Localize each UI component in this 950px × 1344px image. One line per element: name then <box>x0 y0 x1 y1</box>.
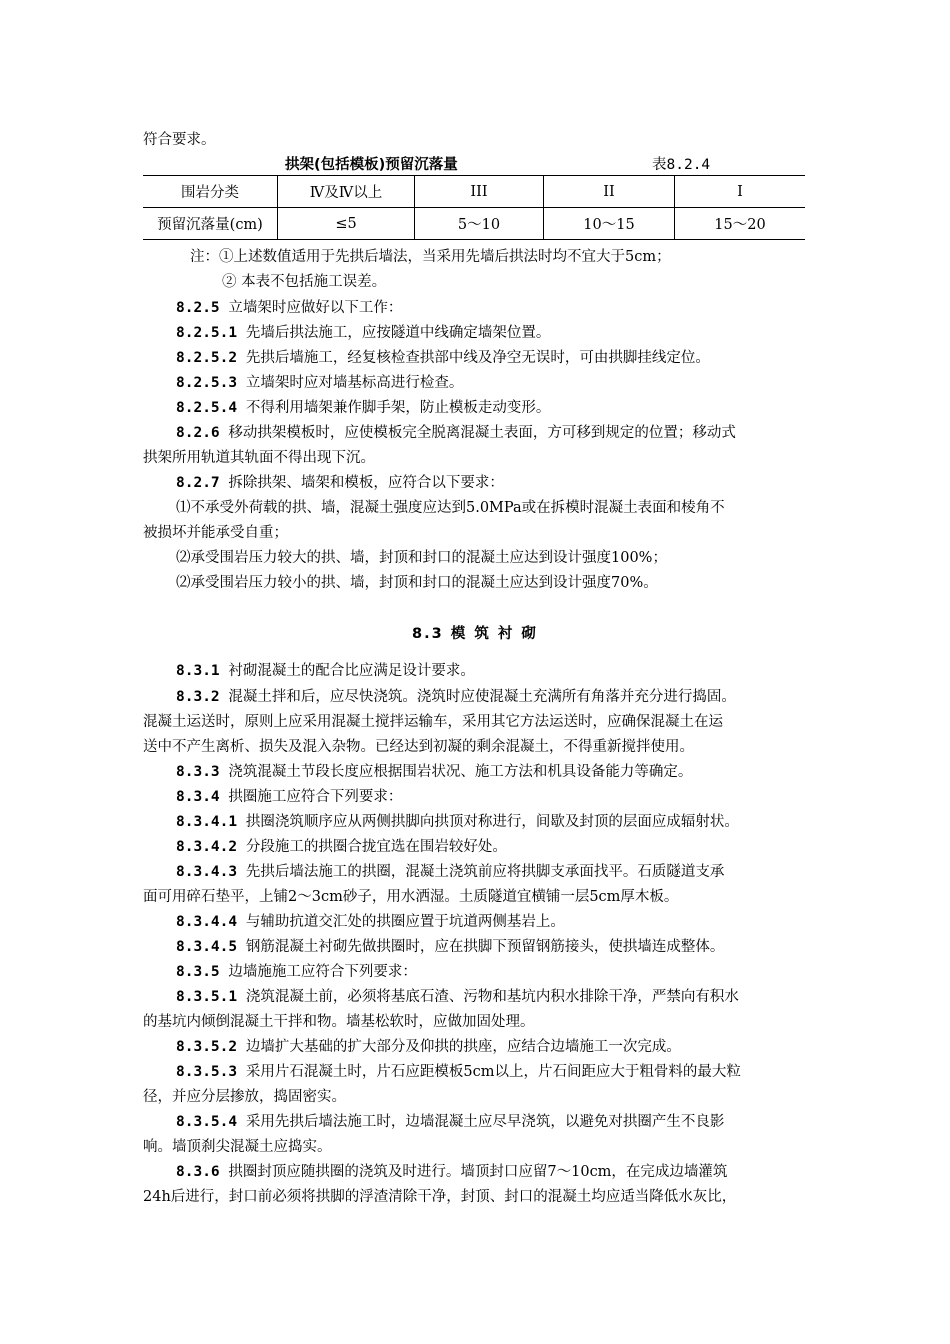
text-line <box>176 1035 681 1056</box>
clause-text: 衬砌混凝土的配合比应满足设计要求。 <box>228 663 475 679</box>
table-cell: 10～15 <box>544 208 675 240</box>
clause-text: 浇筑混凝土节段长度应根据围岩状况、施工方法和机具设备能力等确定。 <box>228 764 693 780</box>
table-cell: 围岩分类 <box>143 176 278 208</box>
table-row <box>143 208 805 240</box>
settlement-table <box>143 175 805 240</box>
clause-text: 采用片石混凝土时，片石应距模板5cm以上，片石间距应大于粗骨料的最大粒 <box>245 1064 741 1080</box>
clause-number: 8.3.4.1 <box>176 814 246 830</box>
table-cell: II <box>544 176 675 208</box>
clause-number: 8.3.5.1 <box>176 989 246 1005</box>
clause-text: 浇筑混凝土前，必须将基底石渣、污物和基坑内积水排除干净，严禁向有积水 <box>245 989 739 1005</box>
text-line <box>143 735 694 756</box>
clause-text: 移动拱架模板时，应使模板完全脱离混凝土表面，方可移到规定的位置；移动式 <box>228 425 736 441</box>
clause-number: 8.3.5.4 <box>176 1114 246 1130</box>
text-line <box>176 985 739 1006</box>
text-line <box>176 1060 741 1081</box>
table-cell: ≤5 <box>278 208 415 240</box>
text-line <box>143 1085 346 1106</box>
table-cell: I <box>675 176 806 208</box>
text-line <box>143 521 288 542</box>
clause-number: 8.3.4.3 <box>176 864 246 880</box>
clause-number: 8.3.2 <box>176 689 229 705</box>
clause-number: 8.3.5.3 <box>176 1064 246 1080</box>
clause-text: ⑵承受围岩压力较小的拱、墙，封顶和封口的混凝土应达到设计强度70%。 <box>176 575 658 591</box>
clause-text: 送中不产生离析、损失及混入杂物。已经达到初凝的剩余混凝土，不得重新搅拌使用。 <box>143 739 694 755</box>
clause-text: 立墙架时应对墙基标高进行检查。 <box>245 375 464 391</box>
text-line <box>176 346 710 367</box>
text-line <box>176 1110 724 1131</box>
table-cell: Ⅳ及Ⅳ以上 <box>278 176 415 208</box>
clause-text: 24h后进行，封口前必须将拱脚的浮渣清除干净，封顶、封口的混凝土均应适当降低水灰比， <box>143 1189 737 1205</box>
table-note: 注：①上述数值适用于先拱后墙法，当采用先墙后拱法时均不宜大于5cm； <box>190 249 671 265</box>
text-line <box>176 860 724 881</box>
clause-text: 拱架所用轨道其轨面不得出现下沉。 <box>143 450 375 466</box>
clause-text: 先拱后墙法施工的拱圈，混凝土浇筑前应将拱脚支承面找平。石质隧道支承 <box>245 864 725 880</box>
table-header-row <box>143 176 805 208</box>
text-line <box>176 935 724 956</box>
table-note: ② 本表不包括施工误差。 <box>222 274 387 290</box>
clause-text: 不得利用墙架兼作脚手架，防止模板走动变形。 <box>245 400 551 416</box>
text-line <box>176 296 402 317</box>
clause-text: 混凝土运送时，原则上应采用混凝土搅拌运输车，采用其它方法运送时，应确保混凝土在运 <box>143 714 723 730</box>
text-line <box>176 321 550 342</box>
text-line <box>143 1185 736 1206</box>
clause-text: 响。墙顶刹尖混凝土应捣实。 <box>143 1139 332 1155</box>
text-line <box>176 785 402 806</box>
text-line <box>176 659 475 680</box>
clause-text: 拱圈浇筑顺序应从两侧拱脚向拱顶对称进行，间歇及封顶的层面应成辐射状。 <box>245 814 739 830</box>
text-line <box>176 760 692 781</box>
clause-number: 8.2.5.1 <box>176 325 246 341</box>
clause-number: 8.3.4 <box>176 789 229 805</box>
clause-number: 8.3.4.5 <box>176 939 246 955</box>
text-line <box>143 1135 332 1156</box>
text-line <box>176 1160 727 1181</box>
clause-text: 径，并应分层掺放，捣固密实。 <box>143 1089 346 1105</box>
clause-number: 8.3.6 <box>176 1164 229 1180</box>
text-line <box>176 835 507 856</box>
text-line <box>176 471 504 492</box>
text-line <box>176 421 736 442</box>
clause-number: 8.3.5 <box>176 964 229 980</box>
text-line <box>143 446 375 467</box>
text-line <box>176 960 417 981</box>
clause-text: ⑵承受围岩压力较大的拱、墙，封顶和封口的混凝土应达到设计强度100%； <box>176 550 667 566</box>
clause-text: 钢筋混凝土衬砌先做拱圈时，应在拱脚下预留钢筋接头，使拱墙连成整体。 <box>245 939 725 955</box>
clause-text: 先墙后拱法施工，应按隧道中线确定墙架位置。 <box>245 325 551 341</box>
clause-text: 面可用碎石垫平，上铺2～3cm砂子，用水洒湿。土质隧道宜横铺一层5cm厚木板。 <box>143 889 679 905</box>
text-line <box>176 571 658 592</box>
clause-text: 混凝土拌和后，应尽快浇筑。浇筑时应使混凝土充满所有角落并充分进行捣固。 <box>228 689 736 705</box>
text-line <box>143 710 723 731</box>
clause-number: 8.3.4.2 <box>176 839 246 855</box>
clause-number: 8.3.1 <box>176 663 229 679</box>
clause-number: 8.3.5.2 <box>176 1039 246 1055</box>
section-heading: 8.3 模 筑 衬 砌 <box>412 626 538 642</box>
lead-text: 符合要求。 <box>143 132 216 148</box>
clause-number: 8.2.5 <box>176 300 229 316</box>
clause-number: 8.2.5.2 <box>176 350 246 366</box>
table-cell: III <box>415 176 544 208</box>
table-number: 表8.2.4 <box>652 157 711 173</box>
clause-text: 拆除拱架、墙架和模板，应符合以下要求： <box>228 475 504 491</box>
text-line <box>143 885 678 906</box>
clause-text: 立墙架时应做好以下工作： <box>228 300 403 316</box>
clause-number: 8.2.6 <box>176 425 229 441</box>
clause-text: 边墙扩大基础的扩大部分及仰拱的拱座，应结合边墙施工一次完成。 <box>245 1039 681 1055</box>
clause-number: 8.3.3 <box>176 764 229 780</box>
clause-number: 8.2.5.3 <box>176 375 246 391</box>
text-line <box>176 371 463 392</box>
text-line <box>143 1010 535 1031</box>
clause-text: 边墙施施工应符合下列要求： <box>228 964 417 980</box>
clause-text: 与辅助抗道交汇处的拱圈应置于坑道两侧基岩上。 <box>245 914 565 930</box>
clause-text: 采用先拱后墙法施工时，边墙混凝土应尽早浇筑，以避免对拱圈产生不良影 <box>245 1114 725 1130</box>
text-line <box>176 496 725 517</box>
clause-number: 8.2.5.4 <box>176 400 246 416</box>
clause-text: 先拱后墙施工，经复核检查拱部中线及净空无误时，可由拱脚挂线定位。 <box>245 350 710 366</box>
clause-text: 的基坑内倾倒混凝土干拌和物。墙基松软时，应做加固处理。 <box>143 1014 535 1030</box>
clause-number: 8.2.7 <box>176 475 229 491</box>
text-line <box>176 910 565 931</box>
text-line <box>176 810 739 831</box>
table-title: 拱架(包括模板)预留沉落量 <box>285 157 458 173</box>
text-line <box>176 396 550 417</box>
table-cell: 5～10 <box>415 208 544 240</box>
text-line <box>176 685 736 706</box>
table-cell: 15～20 <box>675 208 806 240</box>
clause-text: ⑴不承受外荷载的拱、墙，混凝土强度应达到5.0MPa或在拆模时混凝土表面和棱角不 <box>176 500 725 516</box>
clause-text: 拱圈施工应符合下列要求： <box>228 789 403 805</box>
clause-text: 被损坏并能承受自重； <box>143 525 288 541</box>
clause-text: 分段施工的拱圈合拢宜选在围岩较好处。 <box>245 839 507 855</box>
text-line <box>176 546 667 567</box>
clause-number: 8.3.4.4 <box>176 914 246 930</box>
table-cell: 预留沉落量(cm) <box>143 208 278 240</box>
clause-text: 拱圈封顶应随拱圈的浇筑及时进行。墙顶封口应留7～10cm，在完成边墙灌筑 <box>228 1164 728 1180</box>
